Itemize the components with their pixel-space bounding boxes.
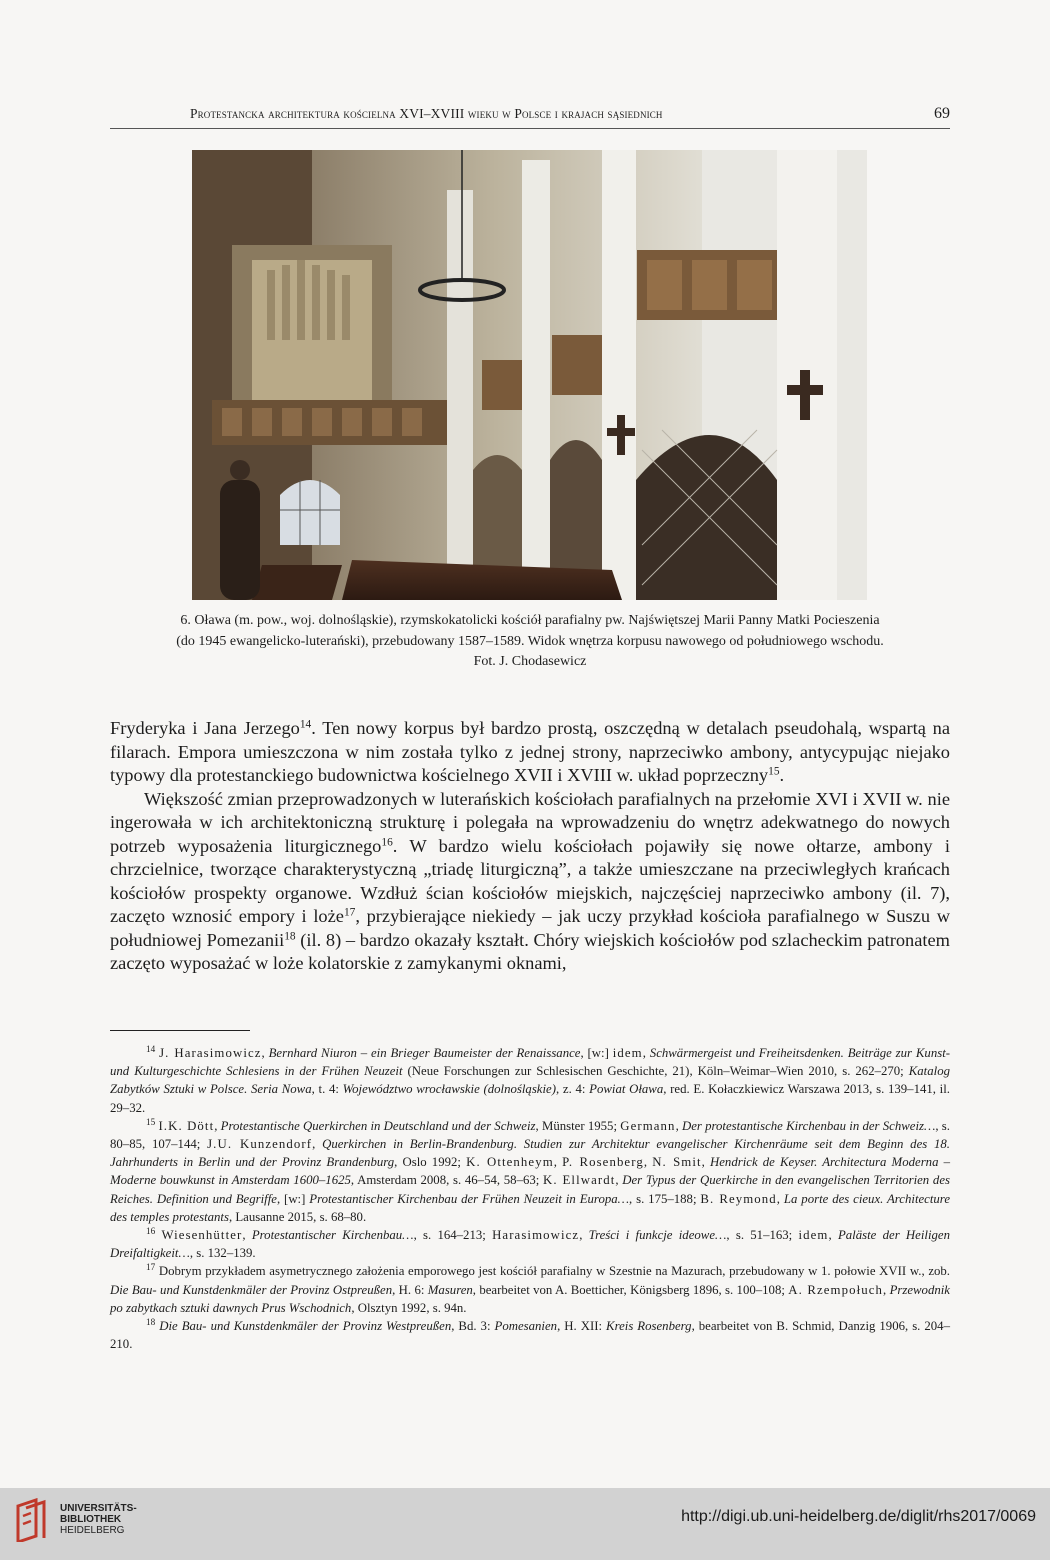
text-run: , Olsztyn 1992, s. 94n. — [351, 1300, 467, 1315]
author-name: K. Ellwardt — [543, 1173, 616, 1188]
text-run: , s. 175–188; — [629, 1191, 701, 1206]
footnote-18 — [110, 1317, 950, 1353]
text-run: , przybierające niekiedy – jak uczy przykład kościoła parafialnego w Suszu w południowej Pomezanii — [110, 906, 950, 950]
work-title: Pomesanien — [494, 1319, 558, 1334]
footnote-16 — [110, 1226, 950, 1262]
text-run: Większość zmian przeprowadzonych w luterańskich kościołach parafialnych na przełomie XVI i XVII w. nie ingerowała w ich architektoniczną strukturę i polegała na wprowadzeniu do wnętrz adekwatnego do nowych potrzeb wyposażenia liturgicznego — [110, 788, 950, 856]
text-run: , Münster 1955; — [535, 1118, 621, 1133]
text-run: , s. 164–213; — [413, 1228, 493, 1243]
text-run: (Neue Forschungen zur Schlesischen Geschichte, 21), Köln–Weimar–Wien 2010, s. 262–270; — [402, 1064, 909, 1079]
footnote-separator — [110, 1030, 250, 1031]
church-interior-photo — [192, 150, 867, 600]
running-head — [110, 106, 950, 129]
text-run: , — [828, 1228, 838, 1243]
caption-line: (do 1945 ewangelicko-luterański), przebudowany 1587–1589. Widok wnętrza korpusu nawowego od południowego wschodu. — [176, 633, 884, 649]
text-run: , [w:] — [276, 1191, 310, 1206]
text-run: , Amsterdam 2008, s. 46–54, 58–63; — [350, 1173, 544, 1188]
author-name: P. Rosenberg — [562, 1155, 644, 1170]
author-name: I.K. Dött — [158, 1118, 215, 1133]
work-title: La porte des cieux. Architecture des temples protestants — [110, 1191, 950, 1224]
text-run: (il. 8) – bardzo okazały kształt. Chóry wiejskich kościołów pod szlacheckim patronatem zaczęto wyposażać w loże kolatorskie z zamykanymi oknami, — [110, 929, 950, 973]
work-title: Protestantische Querkirchen in Deutschland und der Schweiz — [220, 1118, 536, 1133]
footnote-ref[interactable]: 15 — [768, 765, 780, 778]
text-run: , s. 51–163; — [726, 1228, 799, 1243]
text-run: Dobrym przykładem asymetrycznego założenia emporowego jest kościół parafialny w Szestnie na Mazurach, przebudowany w 1. połowie XVII w., zob. — [158, 1264, 950, 1279]
footnote-ref[interactable]: 16 — [381, 836, 393, 849]
author-name: Harasimowicz — [492, 1228, 580, 1243]
footnote-number: 14 — [146, 1043, 156, 1054]
author-name: J. Harasimowicz — [159, 1046, 262, 1060]
author-name: A. Rzempołuch — [788, 1282, 884, 1297]
text-run: , — [242, 1228, 252, 1243]
text-run: , — [776, 1191, 784, 1206]
figure-caption — [110, 611, 950, 673]
library-name-line: UNIVERSITÄTS- — [60, 1503, 137, 1514]
footnote-number: 16 — [146, 1225, 156, 1236]
running-title: Protestancka architektura kościelna XVI–XVIII wieku w Polsce i krajach sąsiednich — [190, 106, 663, 121]
text-run: . W bardzo wielu kościołach pojawiły się nowe ołtarze, ambony i chrzcielnice, tworzące charakterystyczną „triadę liturgiczną”, a także umieszczane na przeciwległych krańcach kościołów prospekty organowe. Wzdłuż ścian kościołów miejskich, najczęściej naprzeciwko ambony (il. 7), zaczęto wznosić empory i loże — [110, 835, 951, 926]
footnote-ref[interactable]: 14 — [299, 718, 312, 731]
author-name: K. Ottenheym — [466, 1155, 554, 1170]
footnote-number: 17 — [146, 1262, 156, 1273]
text-run: , bearbeitet von B. Schmid, Danzig 1906, s. 204–210. — [110, 1319, 950, 1352]
work-title: Paläste der Heiligen Dreifaltigkeit… — [110, 1228, 950, 1261]
text-run: , — [883, 1282, 890, 1297]
text-run: , z. 4: — [555, 1082, 590, 1097]
text-run: , H. 6: — [392, 1282, 428, 1297]
text-run: . Ten nowy korpus był bardzo prostą, oszczędną w detalach pseudohalą, wspartą na filarach. Empora umieszczona w nim została tylko z jednej strony, naprzeciwko ambony, antycypując niejako typowy dla protestanckiego budownictwa kościelnego XVII i XVIII w. układ poprzeczny — [110, 718, 950, 785]
footnotes — [110, 1044, 950, 1353]
library-name — [60, 1503, 137, 1536]
text-run: , [w:] — [580, 1046, 613, 1060]
text-run: , — [214, 1118, 221, 1133]
work-title: Der Typus der Querkirche in den evangelischen Territorien des Reiches. Definition und Begriffe — [110, 1173, 950, 1206]
author-name: N. Smit — [652, 1155, 702, 1170]
author-name: Germann — [620, 1118, 676, 1133]
author-name: B. Reymond — [700, 1191, 777, 1206]
author-name: idem — [798, 1228, 829, 1243]
work-title: Schwärmergeist und Freiheitsdenken. Beiträge zur Kunst- und Kulturgeschichte Schlesiens in der Frühen Neuzeit — [110, 1046, 951, 1079]
caption-line: Fot. J. Chodasewicz — [473, 654, 587, 669]
text-run: , — [312, 1137, 323, 1152]
paragraph — [110, 788, 950, 976]
text-run: Fryderyka i Jana Jerzego — [110, 718, 300, 738]
text-run: , — [642, 1046, 650, 1060]
text-run: , red. E. Kołaczkiewicz Warszawa 2013, s. 139–141, il. 29–32. — [110, 1082, 950, 1115]
text-run: , — [643, 1155, 653, 1170]
text-run: , H. XII: — [557, 1319, 607, 1334]
work-title: Die Bau- und Kunstdenkmäler der Provinz Westpreußen — [159, 1319, 452, 1334]
paragraph — [110, 717, 950, 788]
text-run: , Bd. 3: — [451, 1319, 495, 1334]
footnote-number: 15 — [146, 1116, 156, 1127]
work-title: Hendrick de Keyser. Architectura Moderna – Moderne bouwkunst in Amsterdam 1600–1625 — [110, 1155, 951, 1188]
work-title: Treści i funkcje ideowe… — [588, 1228, 727, 1243]
text-run: , — [701, 1155, 711, 1170]
body-text — [110, 717, 950, 976]
work-title: Die Bau- und Kunstdenkmäler der Provinz Ostpreußen — [110, 1282, 393, 1297]
text-run: , Oslo 1992; — [394, 1155, 467, 1170]
author-name: Wiesenhütter — [161, 1228, 243, 1243]
footnote-15 — [110, 1117, 950, 1226]
footnote-ref[interactable]: 17 — [343, 906, 356, 919]
text-run: . — [779, 765, 785, 785]
text-run: , — [261, 1046, 269, 1060]
work-title: Protestantischer Kirchenbau der Frühen Neuzeit in Europa… — [309, 1191, 630, 1206]
library-name-line: HEIDELBERG — [60, 1525, 125, 1536]
work-title: Bernhard Niuron – ein Brieger Baumeister der Renaissance — [268, 1046, 581, 1060]
footnote-ref[interactable]: 18 — [284, 930, 296, 943]
work-title: Der protestantische Kirchenbau in der Schweiz… — [682, 1118, 936, 1133]
footnote-number: 18 — [146, 1316, 156, 1327]
source-url-link[interactable]: http://digi.ub.uni-heidelberg.de/diglit/rhs2017/0069 — [681, 1508, 1036, 1525]
text-run: , — [553, 1155, 563, 1170]
page-number: 69 — [934, 105, 950, 122]
library-name-line: BIBLIOTHEK — [60, 1514, 122, 1525]
text-run: , s. 80–85, 107–144; — [110, 1118, 950, 1152]
text-run: , s. 132–139. — [189, 1246, 256, 1261]
text-run: , — [579, 1228, 589, 1243]
text-run: , bearbeitet von A. Boetticher, Königsberg 1896, s. 100–108; — [472, 1282, 789, 1297]
work-title: Protestantischer Kirchenbau… — [251, 1228, 414, 1243]
text-run: , t. 4: — [311, 1082, 343, 1097]
work-title: Masuren — [427, 1282, 473, 1297]
university-library-logo-icon — [14, 1498, 50, 1542]
author-name: idem — [612, 1046, 643, 1060]
author-name: J.U. Kunzendorf — [207, 1137, 313, 1152]
work-title: Województwo wrocławskie (dolnośląskie) — [342, 1082, 556, 1097]
text-run: , Lausanne 2015, s. 68–80. — [228, 1209, 367, 1224]
text-run: , — [615, 1173, 623, 1188]
text-run: , — [675, 1118, 682, 1133]
work-title: Powiat Oława — [589, 1082, 664, 1097]
work-title: Katalog Zabytków Sztuki w Polsce. Seria Nowa — [110, 1064, 950, 1097]
footnote-17 — [110, 1262, 950, 1317]
work-title: Przewodnik po zabytkach sztuki dawnych Prus Wschodnich — [110, 1282, 950, 1315]
work-title: Kreis Rosenberg — [606, 1319, 692, 1334]
digitization-footer — [0, 1488, 1050, 1560]
caption-line: 6. Oława (m. pow., woj. dolnośląskie), rzymskokatolicki kościół parafialny pw. Najświętszej Marii Panny Matki Pocieszenia — [180, 613, 880, 628]
work-title: Querkirchen in Berlin-Brandenburg. Studien zur Architektur evangelischer Kirchenräume seit dem Beginn des 18. Jahrhunderts in Berlin und der Provinz Brandenburg — [110, 1137, 951, 1170]
footnote-14 — [110, 1044, 950, 1117]
